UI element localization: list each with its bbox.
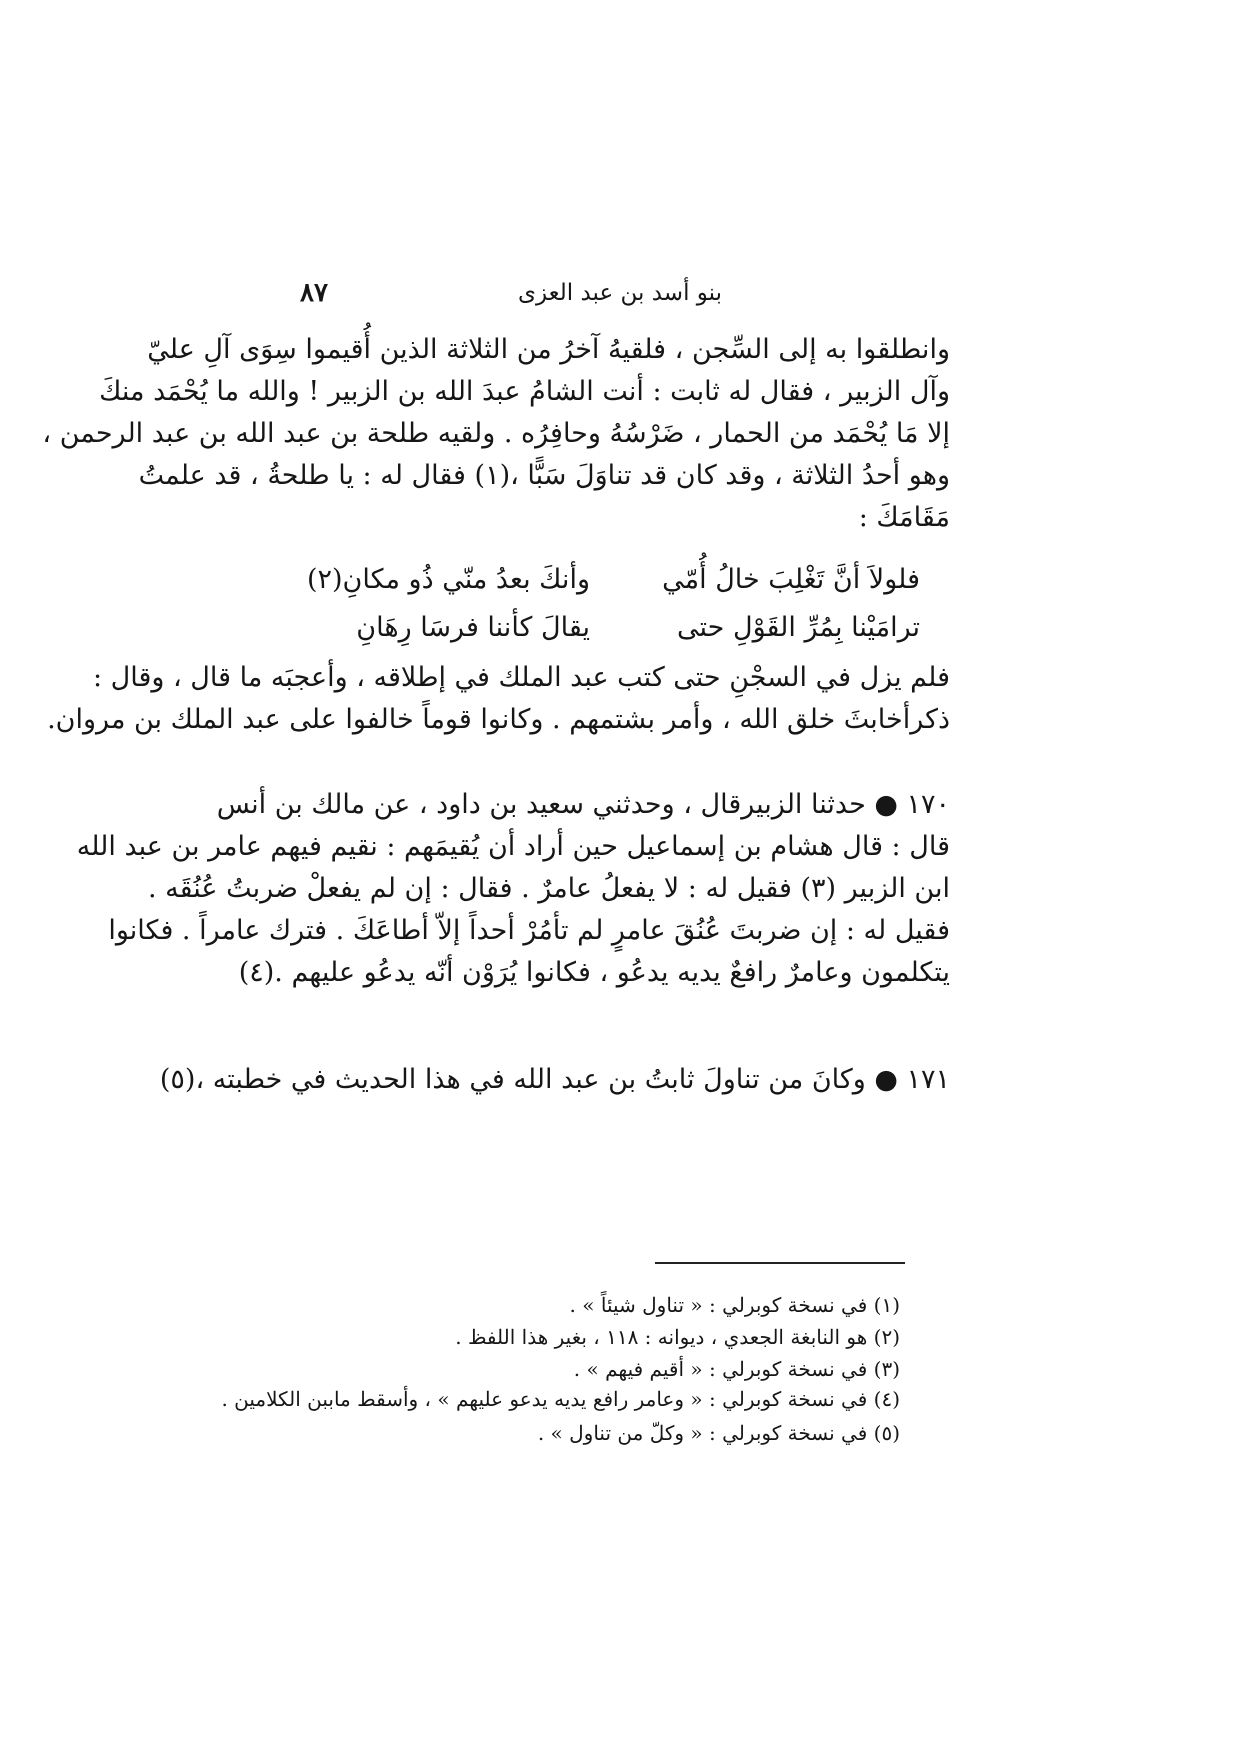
- footnote: (٥) في نسخة كوبرلي : « وكلّ من تناول » .: [537, 1421, 900, 1445]
- footnote-separator: [655, 1262, 905, 1264]
- text-line: ١٧٠ ● حدثنا الزبيرقال ، وحدثني سعيد بن داود ، عن مالك بن أنس: [216, 789, 950, 820]
- verse-hemistich-second: يقالَ كأننا فرسَا رِهَانِ: [356, 612, 590, 643]
- footnote: (٣) في نسخة كوبرلي : « أقيم فيهم » .: [573, 1357, 900, 1381]
- footnote: (٢) هو النابغة الجعدي ، ديوانه : ١١٨ ، بغير هذا اللفظ .: [455, 1325, 900, 1349]
- text-line: قال : قال هشام بن إسماعيل حين أراد أن يُقيمَهم : نقيم فيهم عامر بن عبد الله: [76, 831, 950, 862]
- text-line: وانطلقوا به إلى السِّجن ، فلقيهُ آخرُ من الثلاثة الذين أُقيموا سِوَى آلِ عليّ: [147, 334, 950, 365]
- verse-hemistich-first: ترامَيْنا بِمُرِّ القَوْلِ حتى: [677, 612, 920, 643]
- text-line: يتكلمون وعامرٌ رافعٌ يديه يدعُو ، فكانوا يُرَوْن أنّه يدعُو عليهم .(٤): [238, 957, 950, 988]
- text-line: ابن الزبير (٣) فقيل له : لا يفعلُ عامرٌ . فقال : إن لم يفعلْ ضربتُ عُنُقَه .: [147, 873, 950, 904]
- text-line: وآل الزبير ، فقال له ثابت : أنت الشامُ عبدَ الله بن الزبير ! والله ما يُحْمَد منكَ: [99, 376, 950, 407]
- footnote: (٤) في نسخة كوبرلي : « وعامر رافع يديه يدعو عليهم » ، وأسقط ماببن الكلامين .: [221, 1387, 900, 1411]
- running-title: بنو أسد بن عبد العزى: [517, 280, 723, 306]
- verse-hemistich-first: فلولاَ أنَّ تَغْلِبَ خالُ أُمّي: [662, 564, 920, 595]
- page-number: ٨٧: [300, 278, 328, 308]
- text-line: وهو أحدُ الثلاثة ، وقد كان قد تناوَلَ سَبًّا ،(١) فقال له : يا طلحةُ ، قد علمتُ: [138, 460, 950, 491]
- text-line: فقيل له : إن ضربتَ عُنُقَ عامرٍ لم تأمُرْ أحداً إلاّ أطاعَكَ . فترك عامراً . فكانوا: [108, 915, 950, 946]
- verse-hemistich-second: وأنكَ بعدُ منّي ذُو مكانِ(٢): [306, 564, 590, 595]
- text-line: فلم يزل في السجْنِ حتى كتب عبد الملك في إطلاقه ، وأعجبَه ما قال ، وقال :: [92, 662, 950, 693]
- text-line: ١٧١ ● وكانَ من تناولَ ثابتُ بن عبد الله في هذا الحديث في خطبته ،(٥): [159, 1064, 950, 1095]
- text-line: إلا مَا يُحْمَد من الحمار ، ضَرْسُهُ وحافِرُه . ولقيه طلحة بن عبد الله بن عبد الرحمن ،: [42, 418, 950, 449]
- text-line: ذكرأخابثَ خلق الله ، وأمر بشتمهم . وكانوا قوماً خالفوا على عبد الملك بن مروان.: [47, 704, 950, 735]
- text-line: مَقَامَكَ :: [858, 502, 950, 533]
- footnote: (١) في نسخة كوبرلي : « تناول شيئاً » .: [569, 1293, 900, 1317]
